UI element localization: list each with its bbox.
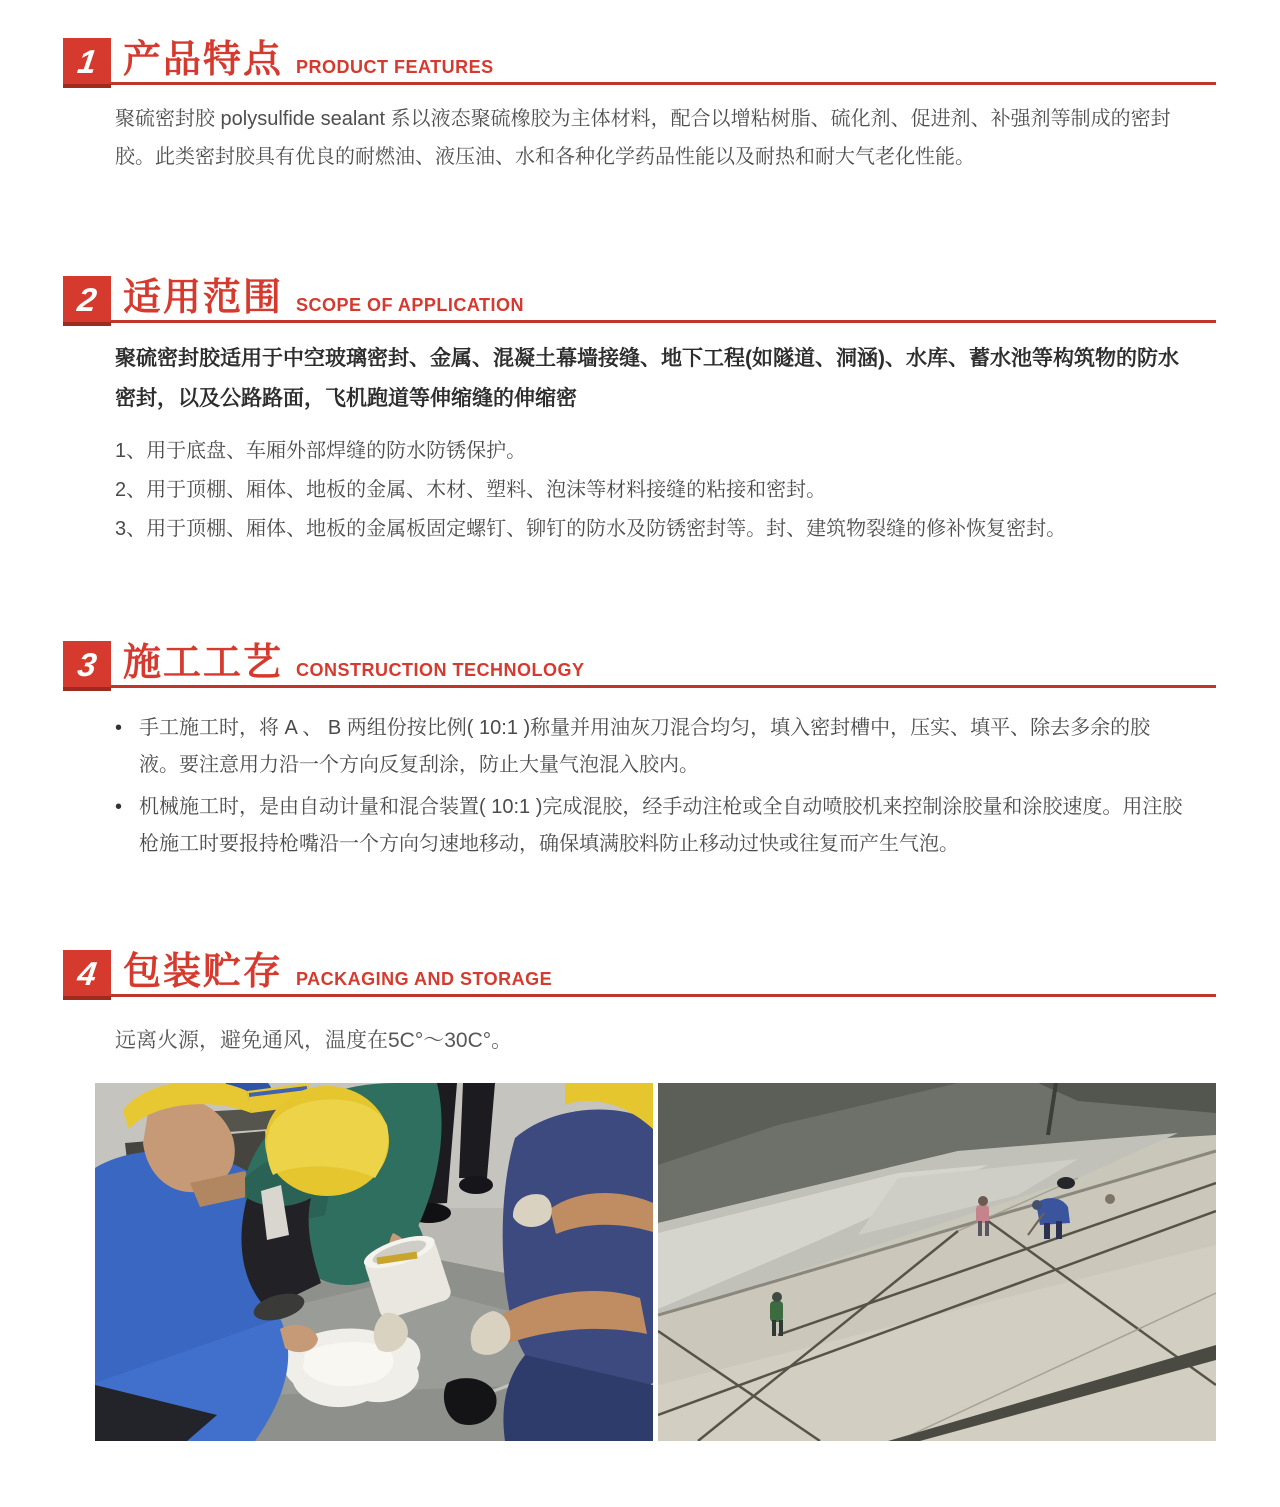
list-item: 1、用于底盘、车厢外部焊缝的防水防锈保护。 — [115, 440, 527, 462]
section-title-en: PRODUCT FEATURES — [296, 57, 494, 77]
section-number-badge — [63, 38, 111, 88]
section-title-en: PACKAGING AND STORAGE — [296, 969, 553, 989]
section-header — [63, 278, 1216, 323]
list-item: 3、用于顶棚、厢体、地板的金属板固定螺钉、铆钉的防水及防锈密封等。封、建筑物裂缝的修补恢复密封。 — [115, 518, 1067, 540]
section-title-cn: 包装贮存 — [123, 951, 284, 993]
section-number: 3 — [75, 645, 99, 683]
bullet-dot-icon: • — [115, 796, 123, 818]
section-title-cn: 产品特点 — [123, 39, 284, 81]
section-product-features — [63, 40, 1216, 176]
section-header — [63, 952, 1216, 997]
section-number-badge — [63, 950, 111, 1000]
photo-workers-illustration — [95, 1083, 653, 1441]
section-header — [63, 40, 1216, 85]
storage-paragraph: 远离火源，避免通风，温度在5C°～30C°。 — [115, 1029, 513, 1052]
bullet-item — [115, 710, 1188, 784]
section-number: 4 — [75, 954, 99, 992]
section-title-en: SCOPE OF APPLICATION — [296, 295, 525, 315]
construction-bullet-list — [115, 710, 1188, 863]
photo-workers-applying-sealant — [95, 1083, 653, 1441]
section-construction-technology — [63, 643, 1216, 868]
bullet-dot-icon: • — [115, 717, 123, 739]
section-packaging-and-storage — [63, 952, 1216, 1054]
section-title-cn: 施工工艺 — [123, 642, 284, 684]
bullet-text: 机械施工时，是由自动计量和混合装置( 10:1 )完成混胶，经手动注枪或全自动喷胶机来控制涂胶量和涂胶速度。用注胶枪施工时要报持枪嘴沿一个方向匀速地移动，确保填满胶料防止移动过快或往复而产生气泡。 — [139, 796, 1183, 855]
section-header — [63, 643, 1216, 688]
section-title-en: CONSTRUCTION TECHNOLOGY — [296, 660, 585, 680]
body-paragraph: 聚硫密封胶 polysulfide sealant 系以液态聚硫橡胶为主体材料，配合以增粘树脂、硫化剂、促进剂、补强剂等制成的密封胶。此类密封胶具有优良的耐燃油、液压油、水和各种化学药品性能以及耐热和耐大气老化性能。 — [115, 108, 1171, 168]
section-number-badge — [63, 276, 111, 326]
bullet-text: 手工施工时，将 A 、 B 两组份按比例( 10:1 )称量并用油灰刀混合均匀，填入密封槽中，压实、填平、除去多余的胶液。要注意用力沿一个方向反复刮涂，防止大量气泡混入胶内。 — [139, 717, 1151, 776]
application-list — [115, 434, 1198, 547]
section-number: 1 — [75, 42, 99, 80]
list-item: 2、用于顶棚、厢体、地板的金属、木材、塑料、泡沫等材料接缝的粘接和密封。 — [115, 479, 827, 501]
lead-paragraph: 聚硫密封胶适用于中空玻璃密封、金属、混凝土幕墙接缝、地下工程(如隧道、洞涵)、水库、蓄水池等构筑物的防水密封，以及公路路面，飞机跑道等伸缩缝的伸缩密 — [115, 347, 1179, 410]
photo-concrete-slope-seams — [658, 1083, 1216, 1441]
section-title-cn: 适用范围 — [123, 277, 284, 319]
photo-slope-illustration — [658, 1083, 1216, 1441]
photo-row — [95, 1083, 1216, 1441]
section-number: 2 — [75, 280, 99, 318]
section-number-badge — [63, 641, 111, 691]
section-scope-of-application — [63, 278, 1216, 551]
bullet-item — [115, 789, 1188, 863]
